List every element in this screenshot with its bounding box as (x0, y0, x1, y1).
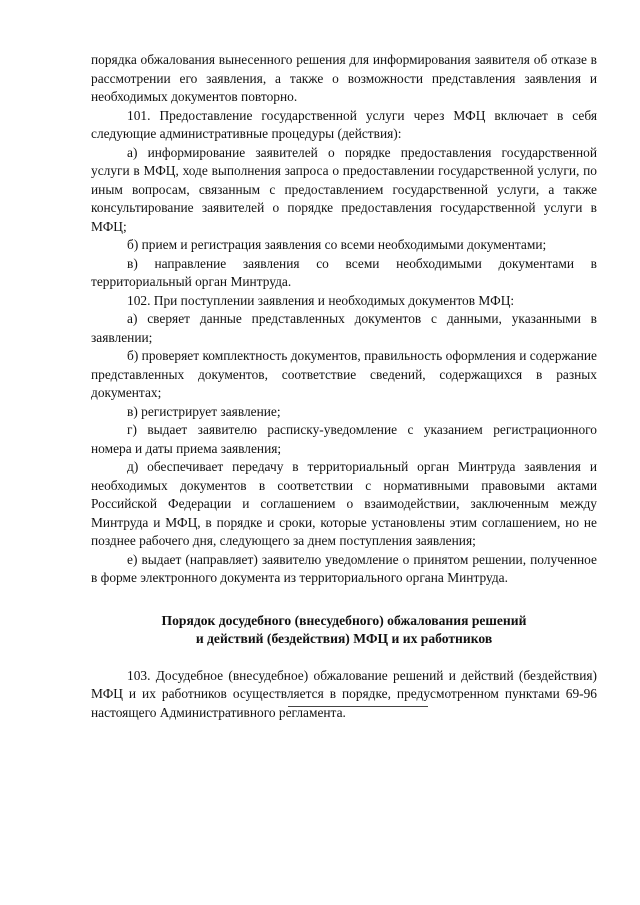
paragraph-103: 103. Досудебное (внесудебное) обжалование решений и действий (бездействия) МФЦ и их работников осуществляется в порядке, предусмотренном пунктами 69-96 настоящего Административного регламента. (91, 667, 597, 720)
paragraph-101-v: в) направление заявления со всеми необходимыми документами в территориальный орган Минтруда. (91, 255, 597, 289)
paragraph-102-g: г) выдает заявителю расписку-уведомление с указанием регистрационного номера и даты приема заявления; (91, 422, 597, 456)
paragraph-101-a: а) информирование заявителей о порядке предоставления государственной услуги в МФЦ, ходе выполнения запроса о предоставлении государственной услуги, по иным вопросам, связанным с предоставлением государственной услуги, а также консультирование заявителей о порядке предоставления государственной услуги в МФЦ; (91, 144, 597, 234)
paragraph-102: 102. При поступлении заявления и необходимых документов МФЦ: (127, 292, 515, 308)
document-body (91, 51, 597, 722)
paragraph-102-d: д) обеспечивает передачу в территориальный орган Минтруда заявления и необходимых документов в соответствии с нормативными правовыми актами Российской Федерации и соглашением о взаимодействии, заключенным между Минтруда и МФЦ, в порядке и сроки, которые установлены этим соглашением, но не позднее рабочего дня, следующего за днем поступления заявления; (91, 459, 597, 548)
paragraph-102-v: в) регистрирует заявление; (127, 403, 281, 419)
section-heading-line-1: Порядок досудебного (внесудебного) обжалования решений (161, 612, 527, 628)
paragraph-101-b: б) прием и регистрация заявления со всеми необходимыми документами; (127, 237, 547, 252)
paragraph-102-b: б) проверяет комплектность документов, правильность оформления и содержание представленных документов, соответствие сведений, содержащихся в разных документах; (91, 348, 597, 400)
paragraph-102-a: а) сверяет данные представленных документов с данными, указанными в заявлении; (91, 311, 597, 345)
end-rule-divider (288, 706, 428, 707)
paragraph-102-e: е) выдает (направляет) заявителю уведомление о принятом решении, полученное в форме электронного документа из территориального органа Минтруда. (91, 551, 597, 585)
section-heading-line-2: и действий (бездействия) МФЦ и их работников (195, 631, 493, 646)
section-heading (91, 612, 597, 649)
paragraph-continuation: порядка обжалования вынесенного решения для информирования заявителя об отказе в рассмотрении его заявления, а также о возможности представления заявления и необходимых документов повторно. (91, 52, 597, 104)
paragraph-101: 101. Предоставление государственной услуги через МФЦ включает в себя следующие административные процедуры (действия): (91, 107, 597, 141)
